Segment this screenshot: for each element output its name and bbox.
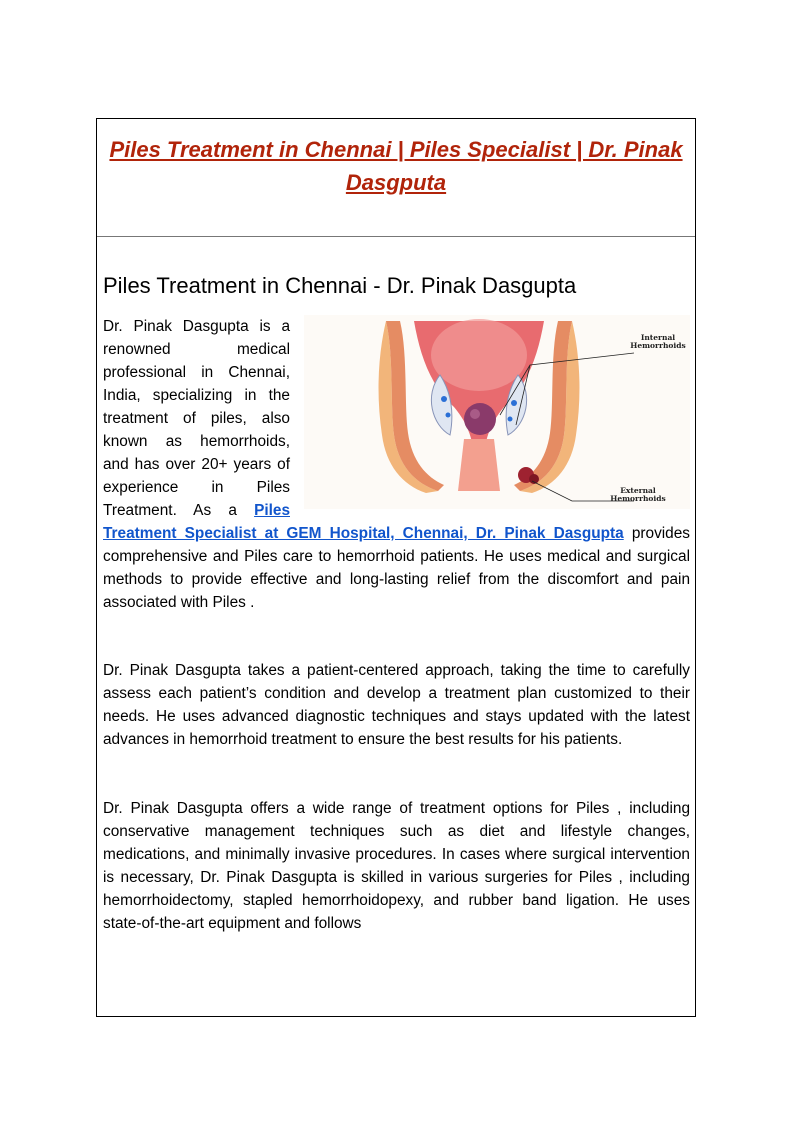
vein-dot — [511, 400, 517, 406]
title-cell — [97, 119, 695, 237]
vein-dot — [508, 417, 513, 422]
specialist-link[interactable]: Piles Treatment Specialist at GEM Hospital, Chennai, Dr. Pinak Dasgupta — [103, 502, 624, 542]
approach-paragraph: Dr. Pinak Dasgupta takes a patient-centered approach, taking the time to carefully assess each patient’s condition and develop a treatment plan customized to their needs. He uses advanced diagnostic techniques and stays updated with the latest advances in hemorrhoid treatment to ensure the best results for his patients. — [103, 662, 690, 748]
hemorrhoids-illustration — [304, 315, 690, 509]
external-label-1: External — [620, 486, 656, 495]
rectum-highlight — [431, 319, 527, 391]
internal-label-2: Hemorrhoids — [630, 341, 686, 350]
document-page — [96, 118, 696, 1017]
document-title — [97, 119, 695, 199]
intro-paragraph — [103, 315, 690, 614]
content-cell — [103, 237, 690, 935]
internal-label-1: Internal — [640, 333, 676, 342]
section-heading: Piles Treatment in Chennai - Dr. Pinak Dasgupta — [103, 273, 577, 298]
vein-dot — [441, 396, 447, 402]
intro-text-tail: provides comprehensive and Piles care to hemorrhoid patients. He uses medical and surgical methods to provide effective and long-lasting relief from the discomfort and pain associated with Piles . — [103, 525, 690, 611]
anatomy-diagram — [304, 315, 690, 509]
intro-text: Dr. Pinak Dasgupta is a renowned medical professional in Chennai, India, specializing in the treatment of piles, also known as hemorrhoids, and has over 20+ years of experience in Piles Treatment. As a — [103, 318, 290, 519]
title-link[interactable]: Piles Treatment in Chennai | Piles Specialist | Dr. Pinak Dasgputa — [109, 137, 683, 195]
hemorrhoid-shine — [470, 409, 480, 419]
vein-dot — [446, 413, 451, 418]
anal-canal — [458, 439, 500, 491]
treatment-options-paragraph: Dr. Pinak Dasgupta offers a wide range of treatment options for Piles , including conservative management techniques such as diet and lifestyle changes, medications, and minimally invasive procedures. In cases where surgical intervention is necessary, Dr. Pinak Dasgupta is skilled in various surgeries for Piles , including hemorrhoidectomy, stapled hemorrhoidopexy, and rubber band ligation. He uses state-of-the-art equipment and follows — [103, 800, 690, 932]
external-label-2: Hemorrhoids — [610, 494, 666, 503]
internal-hemorrhoid — [464, 403, 496, 435]
external-hemorrhoid — [529, 474, 539, 484]
